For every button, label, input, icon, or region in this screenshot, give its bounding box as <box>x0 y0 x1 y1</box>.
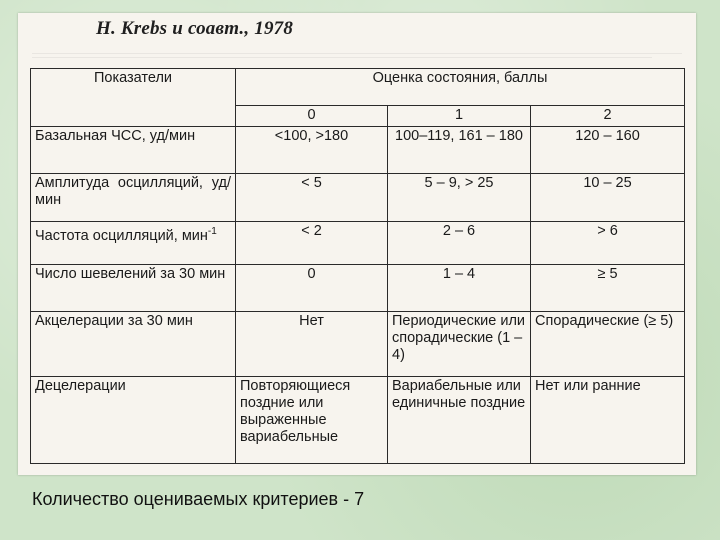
score-0-cell: Повторяющиеся поздние или выраженные вариабельные <box>236 377 388 464</box>
score-2-cell: 10 – 25 <box>531 174 685 222</box>
score-2-cell: Спорадические (≥ 5) <box>531 311 685 376</box>
table-row <box>31 126 685 174</box>
param-name: Амплитуда осцилляций, уд/мин <box>31 174 236 222</box>
table-row <box>31 377 685 464</box>
score-0-cell: < 2 <box>236 222 388 265</box>
param-name-text: Частота осцилляций, мин <box>35 227 208 244</box>
criteria-count-caption: Количество оцениваемых критериев - 7 <box>32 489 365 509</box>
score-0-cell: <100, >180 <box>236 126 388 174</box>
score-1-cell: 100–119, 161 – 180 <box>388 126 531 174</box>
param-header: Показатели <box>31 69 236 127</box>
score-header: Оценка состояния, баллы <box>236 69 685 106</box>
table-row <box>31 174 685 222</box>
param-name: Децелерации <box>31 377 236 464</box>
criteria-table <box>30 68 685 464</box>
score-2-cell: > 6 <box>531 222 685 265</box>
score-1-cell: 2 – 6 <box>388 222 531 265</box>
param-name: Базальная ЧСС, уд/мин <box>31 126 236 174</box>
table-row <box>31 222 685 265</box>
score-0-cell: 0 <box>236 265 388 312</box>
score-col-2: 2 <box>531 106 685 127</box>
score-2-cell: ≥ 5 <box>531 265 685 312</box>
table-row <box>31 311 685 376</box>
score-1-cell: 5 – 9, > 25 <box>388 174 531 222</box>
param-name: Акцелерации за 30 мин <box>31 311 236 376</box>
param-name-superscript: -1 <box>207 226 217 238</box>
score-1-cell: 1 – 4 <box>388 265 531 312</box>
param-name <box>31 222 236 265</box>
score-col-0: 0 <box>236 106 388 127</box>
score-col-1: 1 <box>388 106 531 127</box>
score-0-cell: < 5 <box>236 174 388 222</box>
score-2-cell: 120 – 160 <box>531 126 685 174</box>
table-row <box>31 265 685 312</box>
score-2-cell: Нет или ранние <box>531 377 685 464</box>
score-1-cell: Вариабельные или единичные поздние <box>388 377 531 464</box>
score-1-cell: Периодические или спорадические (1 – 4) <box>388 311 531 376</box>
score-0-cell: Нет <box>236 311 388 376</box>
source-title: H. Krebs и соавт., 1978 <box>96 18 294 39</box>
param-name: Число шевелений за 30 мин <box>31 265 236 312</box>
